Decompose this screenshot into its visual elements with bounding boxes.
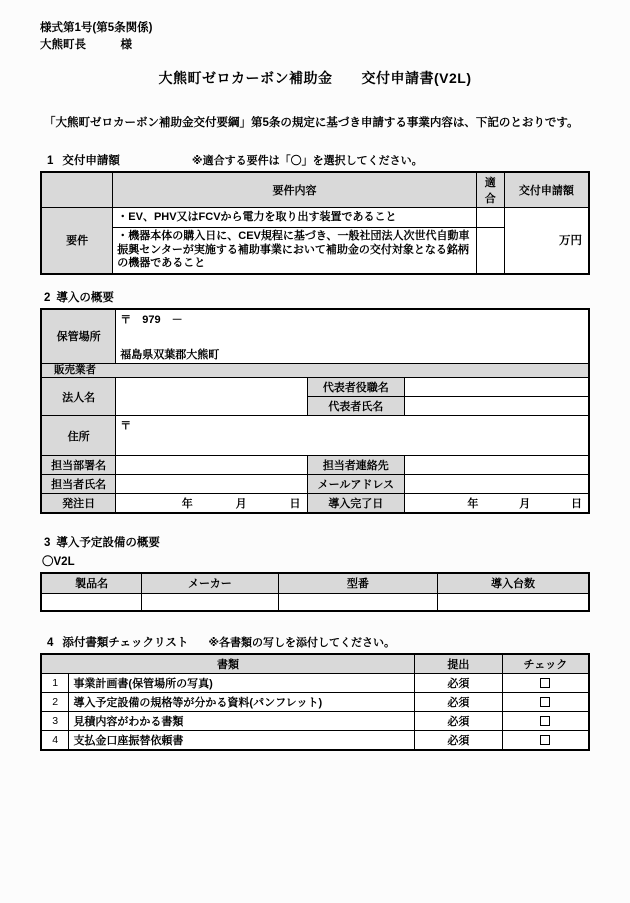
conformity-select-cell-2[interactable] — [476, 228, 504, 274]
model-number-cell[interactable] — [278, 593, 437, 611]
address-postal-mark: 〒 — [120, 420, 132, 432]
row-number: 3 — [41, 712, 69, 731]
document-header — [40, 0, 590, 54]
storage-address: 福島県双葉郡大熊町 — [120, 348, 220, 361]
department-label: 担当部署名 — [41, 456, 116, 475]
intro-text: 「大熊町ゼロカーボン補助金交付要綱」第5条の規定に基づき申請する事業内容は、下記のとおりです。 — [44, 117, 579, 129]
section2-number: 2 — [44, 291, 51, 304]
document-name: 支払金口座振替依頼書 — [69, 731, 415, 751]
email-label: メールアドレス — [307, 475, 405, 494]
corporate-name-label: 法人名 — [41, 378, 116, 416]
conformity-select-cell-1[interactable] — [476, 208, 504, 228]
representative-title-label: 代表者役職名 — [307, 378, 405, 397]
section1-number: 1 — [47, 155, 54, 167]
equipment-table — [40, 572, 590, 612]
checkbox-icon[interactable] — [540, 697, 550, 707]
checkbox-icon[interactable] — [540, 716, 550, 726]
storage-location-label: 保管場所 — [41, 309, 116, 364]
row-number: 4 — [41, 731, 69, 751]
product-name-header: 製品名 — [41, 573, 142, 593]
attachment-checklist-table — [40, 653, 590, 751]
person-in-charge-label: 担当者氏名 — [41, 475, 116, 494]
document-name: 導入予定設備の規格等が分かる資料(パンフレット) — [69, 693, 415, 712]
requirement-content-header: 要件内容 — [113, 172, 477, 208]
check-cell[interactable] — [502, 731, 589, 751]
grant-amount-cell[interactable]: 万円 — [504, 208, 589, 274]
check-cell[interactable] — [502, 712, 589, 731]
checkbox-icon[interactable] — [540, 678, 550, 688]
grant-amount-table — [40, 171, 590, 275]
storage-postal-code: 〒 979 － — [120, 313, 183, 326]
grant-amount-header: 交付申請額 — [504, 172, 589, 208]
check-cell[interactable] — [502, 674, 589, 693]
order-date-day-label: 日 — [289, 498, 301, 510]
section4-heading — [40, 634, 590, 650]
section3-submark: 〇V2L — [42, 556, 75, 568]
stub-header-cell — [41, 172, 113, 208]
completion-date-day-label: 日 — [571, 498, 582, 510]
document-name: 事業計画書(保管場所の写真) — [69, 674, 415, 693]
installation-overview-table — [40, 308, 590, 515]
person-in-charge-cell[interactable] — [116, 475, 307, 494]
completion-date-label: 導入完了日 — [307, 494, 405, 514]
submission-requirement: 必須 — [415, 693, 503, 712]
completion-date-year-label: 年 — [467, 498, 479, 510]
storage-location-cell[interactable] — [116, 309, 589, 364]
section1-note: ※適合する要件は「〇」を選択してください。 — [191, 155, 423, 167]
manufacturer-header: メーカー — [142, 573, 279, 593]
submission-requirement: 必須 — [415, 674, 503, 693]
model-number-header: 型番 — [278, 573, 437, 593]
document-name: 見積内容がわかる書類 — [69, 712, 415, 731]
checklist-row — [41, 693, 589, 712]
contact-number-cell[interactable] — [405, 456, 589, 475]
check-cell[interactable] — [502, 693, 589, 712]
submission-header-cell: 提出 — [415, 654, 503, 674]
submission-requirement: 必須 — [415, 731, 503, 751]
product-name-cell[interactable] — [41, 593, 142, 611]
row-number: 2 — [41, 693, 69, 712]
row-number: 1 — [41, 674, 69, 693]
seller-section-label: 販売業者 — [41, 364, 589, 378]
section3-heading — [40, 534, 590, 550]
representative-name-label: 代表者氏名 — [307, 397, 405, 416]
section1-title: 交付申請額 — [62, 155, 120, 167]
page-title: 大熊町ゼロカーボン補助金 交付申請書(V2L) — [158, 70, 472, 86]
section4-title: 添付書類チェックリスト — [62, 637, 189, 649]
contact-number-label: 担当者連絡先 — [307, 456, 405, 475]
unit-count-header: 導入台数 — [438, 573, 589, 593]
representative-title-cell[interactable] — [405, 378, 589, 397]
form-number: 様式第1号(第5条関係) — [40, 22, 153, 34]
order-date-month-label: 月 — [235, 498, 247, 510]
department-cell[interactable] — [116, 456, 307, 475]
checklist-row — [41, 674, 589, 693]
checklist-row — [41, 731, 589, 751]
section4-note: ※各書類の写しを添付してください。 — [208, 637, 396, 649]
completion-date-month-label: 月 — [519, 498, 531, 510]
order-date-year-label: 年 — [181, 498, 193, 510]
check-header-cell: チェック — [502, 654, 589, 674]
address-cell[interactable] — [116, 416, 589, 456]
corporate-name-cell[interactable] — [116, 378, 307, 416]
conformity-header: 適合 — [476, 172, 504, 208]
submission-requirement: 必須 — [415, 712, 503, 731]
section4-number: 4 — [47, 637, 54, 649]
requirement-2-text: ・機器本体の購入日に、CEV規程に基づき、一般社団法人次世代自動車振興センターが実施する補助事業において補助金の交付対象となる銘柄の機器であること — [113, 228, 477, 274]
unit-count-cell[interactable] — [438, 593, 589, 611]
checklist-row — [41, 712, 589, 731]
order-date-label: 発注日 — [41, 494, 116, 514]
completion-date-cell[interactable] — [405, 494, 589, 514]
addressee: 大熊町長 様 — [40, 39, 132, 51]
section3-title: 導入予定設備の概要 — [56, 537, 160, 549]
address-label: 住所 — [41, 416, 116, 456]
requirement-row-label: 要件 — [41, 208, 113, 274]
requirement-1-text: ・EV、PHV又はFCVから電力を取り出す装置であること — [113, 208, 477, 228]
section1-heading — [40, 152, 590, 168]
representative-name-cell[interactable] — [405, 397, 589, 416]
checkbox-icon[interactable] — [540, 735, 550, 745]
section2-heading — [40, 289, 590, 305]
section3-number: 3 — [44, 537, 51, 549]
section2-title: 導入の概要 — [56, 291, 114, 304]
order-date-cell[interactable] — [116, 494, 307, 514]
email-cell[interactable] — [405, 475, 589, 494]
manufacturer-cell[interactable] — [142, 593, 279, 611]
document-header-cell: 書類 — [41, 654, 415, 674]
